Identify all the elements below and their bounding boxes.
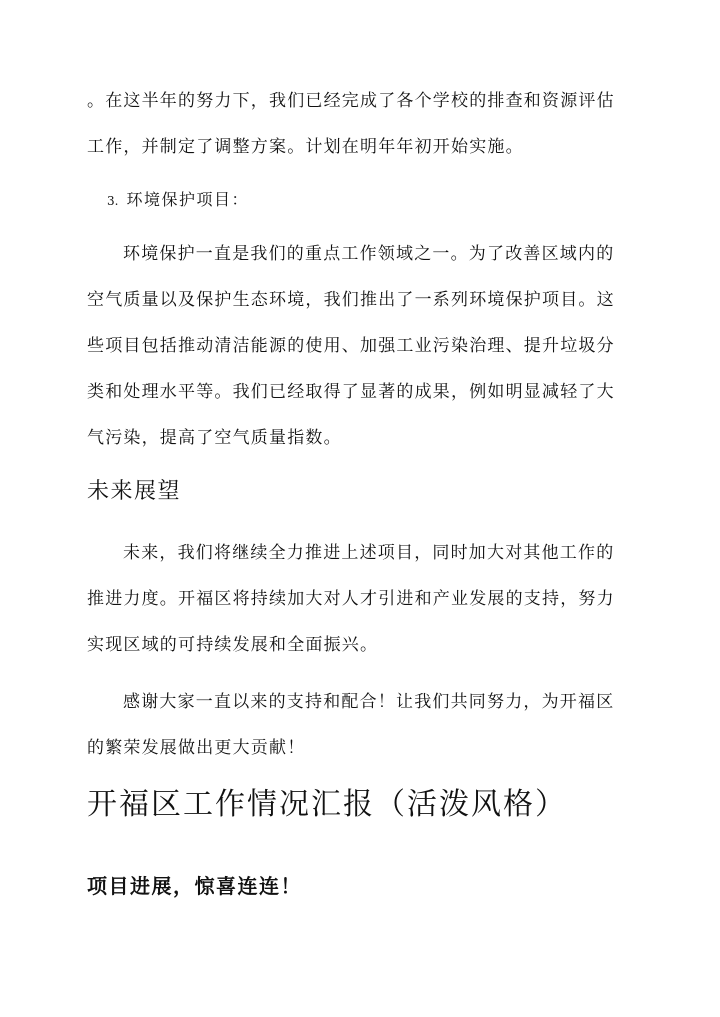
environment-paragraph [87, 231, 633, 461]
thanks-paragraph [87, 679, 633, 771]
paragraph-line: 的繁荣发展做出更大贡献！ [87, 738, 306, 758]
paragraph-line: 推进力度。开福区将持续加大对人才引进和产业发展的支持，努力 [87, 589, 615, 609]
paragraph-line: 类和处理水平等。我们已经取得了显著的成果，例如明显减轻了大 [87, 382, 615, 402]
paragraph-line: 气污染，提高了空气质量指数。 [87, 428, 342, 448]
paragraph-line: 些项目包括推动清洁能源的使用、加强工业污染治理、提升垃圾分 [87, 336, 615, 356]
paragraph-line: 工作，并制定了调整方案。计划在明年年初开始实施。 [87, 137, 524, 157]
paragraph-line: 感谢大家一直以来的支持和配合！让我们共同努力，为开福区 [123, 692, 615, 712]
list-number: 3. [107, 194, 119, 208]
intro-paragraph [87, 78, 633, 170]
paragraph-line: 未来，我们将继续全力推进上述项目，同时加大对其他工作的 [123, 543, 615, 563]
list-item-title: 环境保护项目： [126, 190, 249, 209]
paragraph-line: 。在这半年的努力下，我们已经完成了各个学校的排查和资源评估 [87, 91, 615, 111]
paragraph-line: 空气质量以及保护生态环境，我们推出了一系列环境保护项目。这 [87, 290, 615, 310]
paragraph-line: 环境保护一直是我们的重点工作领域之一。为了改善区域内的 [123, 244, 615, 264]
list-item-environment [107, 188, 653, 213]
section-heading-progress: 项目进展，惊喜连连！ [87, 874, 302, 898]
paragraph-line: 实现区域的可持续发展和全面振兴。 [87, 635, 379, 655]
section-heading-future: 未来展望 [87, 479, 182, 504]
document-title: 开福区工作情况汇报（活泼风格） [87, 787, 567, 822]
future-paragraph [87, 530, 633, 668]
